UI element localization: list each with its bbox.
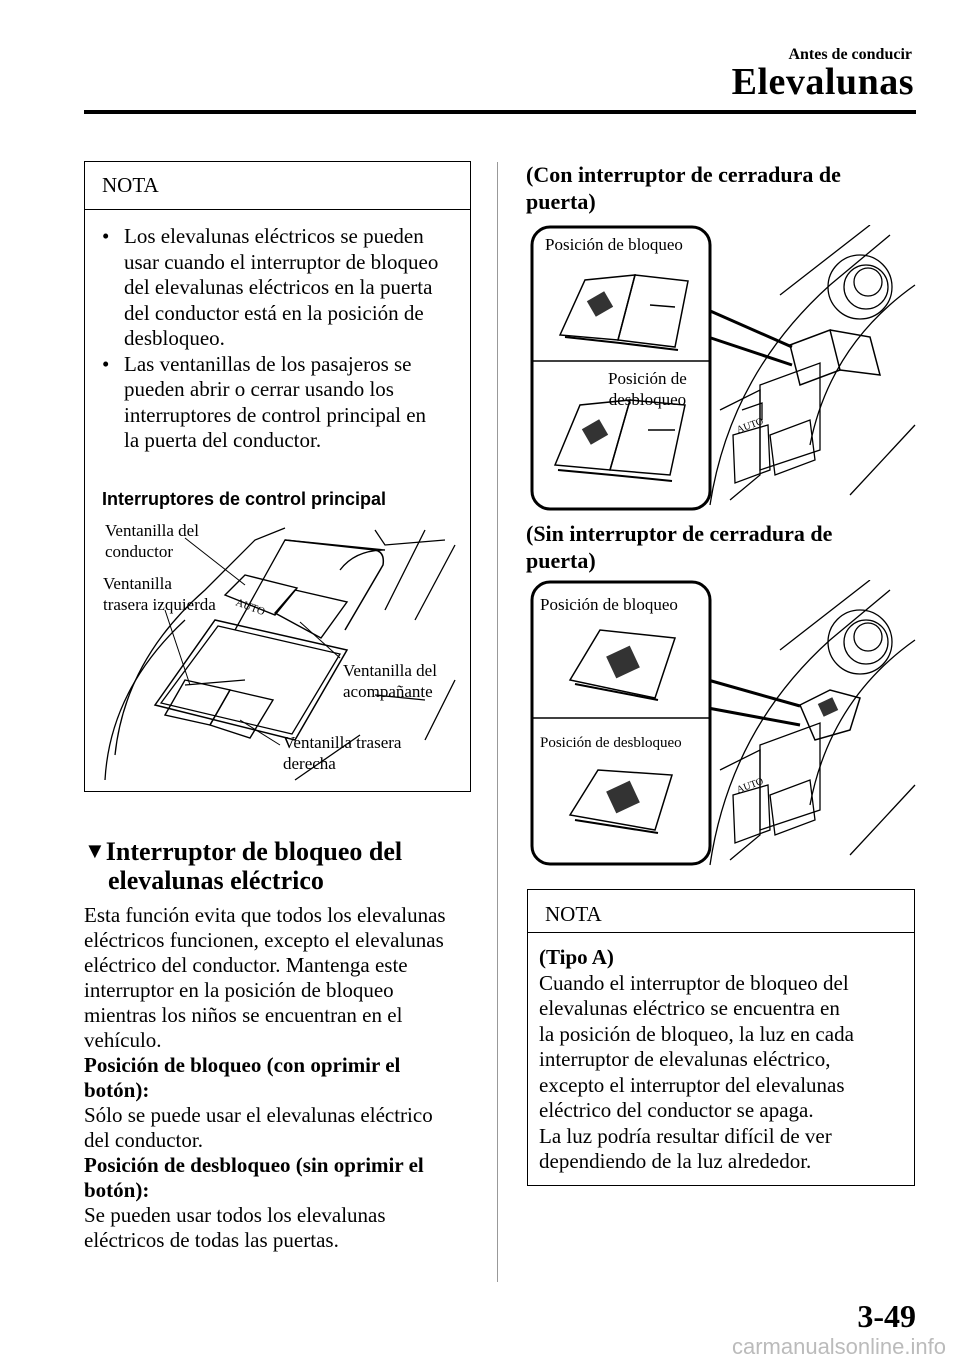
section-title-line: Interruptor de bloqueo del [105, 837, 403, 866]
body-line: Sólo se puede usar el elevalunas eléctrico [84, 1103, 433, 1127]
unlock-heading: Posición de desbloqueo (sin oprimir el [84, 1153, 424, 1177]
title-line: (Sin interruptor de cerradura de [526, 521, 833, 546]
note-line: excepto el interruptor del elevalunas [539, 1072, 845, 1097]
bullet-line: la puerta del conductor. [124, 428, 322, 452]
note-type-a-body [539, 945, 906, 1175]
bullet-line: Los elevalunas eléctricos se pueden [124, 224, 424, 248]
watermark: carmanualsonline.info [731, 1334, 946, 1359]
title-line: puerta) [526, 189, 596, 214]
note-box-type-a [527, 889, 915, 1186]
bullet-line: desbloqueo. [124, 326, 225, 350]
without-lock-unlock-label: Posición de desbloqueo [540, 735, 682, 751]
without-lock-lock-label: Posición de bloqueo [540, 595, 678, 614]
note-line: La luz podría resultar difícil de ver [539, 1123, 832, 1148]
lock-heading: Posición de bloqueo (con oprimir el [84, 1053, 401, 1077]
auto-text: AUTO [233, 596, 267, 619]
label-line: acompañante [343, 682, 433, 701]
with-lock-unlock-label [608, 368, 687, 410]
body-line: vehículo. [84, 1028, 162, 1052]
header-section: Antes de conducir [788, 46, 912, 63]
note-heading: NOTA [102, 173, 159, 197]
body-line: Se pueden usar todos los elevalunas [84, 1203, 386, 1227]
page-number: 3-49 [857, 1298, 916, 1334]
section-title-line: elevalunas eléctrico [108, 866, 324, 895]
bullet-line: pueden abrir o cerrar usando los [124, 377, 394, 401]
header-rule [84, 110, 916, 114]
section-marker-icon: ▼ [84, 838, 106, 863]
label-line: trasera izquierda [103, 595, 216, 614]
label-driver-window [105, 520, 199, 562]
bullet-dot: • [102, 351, 110, 376]
bullet-line: interruptores de control principal en [124, 402, 427, 427]
bullet-dot: • [102, 224, 110, 248]
note-line: interruptor de elevalunas eléctrico, [539, 1047, 831, 1071]
label-line: Ventanilla del [105, 521, 199, 540]
body-line: eléctricos de todas las puertas. [84, 1228, 339, 1252]
note-line: la posición de bloqueo, la luz en cada [539, 1021, 854, 1046]
body-line: mientras los niños se encuentran en el [84, 1003, 403, 1027]
label-rear-right-window [283, 732, 401, 774]
bullet-line: del conductor está en la posición de [124, 300, 424, 325]
note-type-label: (Tipo A) [539, 945, 614, 969]
note-line: elevalunas eléctrico se encuentra en [539, 996, 840, 1020]
bullet-line: usar cuando el interruptor de bloqueo [124, 249, 439, 274]
title-line: puerta) [526, 548, 596, 573]
note-line: Cuando el interruptor de bloqueo del [539, 970, 849, 995]
label-line: conductor [105, 542, 173, 561]
page-title: Elevalunas [731, 61, 914, 103]
figure-without-lock-title [526, 520, 832, 574]
column-divider [497, 162, 498, 1282]
bullet-line: Las ventanillas de los pasajeros se [124, 351, 412, 376]
label-line: Ventanilla del [343, 661, 437, 680]
note-bullets [85, 224, 470, 454]
lock-heading: botón): [84, 1078, 150, 1102]
body-line: eléctricos funcionen, excepto el elevalunas [84, 928, 444, 952]
without-lock-illustration [530, 580, 920, 870]
label-line: Ventanilla trasera [283, 733, 402, 752]
note-line: dependiendo de la luz alrededor. [539, 1149, 812, 1173]
section-body [84, 903, 479, 1253]
auto-text: AUTO [735, 416, 765, 436]
with-lock-illustration [530, 225, 920, 515]
figure-with-lock-title [526, 161, 841, 215]
auto-text: AUTO [735, 776, 765, 796]
body-line: eléctrico del conductor. Mantenga este [84, 953, 408, 977]
body-line: interruptor en la posición de bloqueo [84, 978, 394, 1002]
label-rear-left-window [103, 573, 216, 615]
body-line: Esta función evita que todos los elevalunas [84, 903, 446, 927]
label-line: Ventanilla [103, 574, 172, 593]
label-passenger-window [343, 660, 437, 702]
with-lock-lock-label: Posición de bloqueo [545, 235, 683, 254]
label-line: desbloqueo [608, 390, 687, 409]
note-bullet [85, 224, 470, 352]
note-separator [528, 932, 914, 933]
bullet-line: del elevalunas eléctricos en la puerta [124, 275, 433, 299]
label-line: derecha [283, 754, 336, 773]
section-title [84, 836, 402, 895]
figure-caption: Interruptores de control principal [102, 489, 387, 509]
note-heading: NOTA [545, 902, 602, 926]
label-line: Posición de [608, 369, 687, 388]
unlock-heading: botón): [84, 1178, 150, 1202]
body-line: del conductor. [84, 1128, 203, 1152]
note-separator [85, 209, 470, 210]
note-line: eléctrico del conductor se apaga. [539, 1098, 814, 1122]
title-line: (Con interruptor de cerradura de [526, 162, 841, 187]
note-bullet [85, 352, 470, 454]
